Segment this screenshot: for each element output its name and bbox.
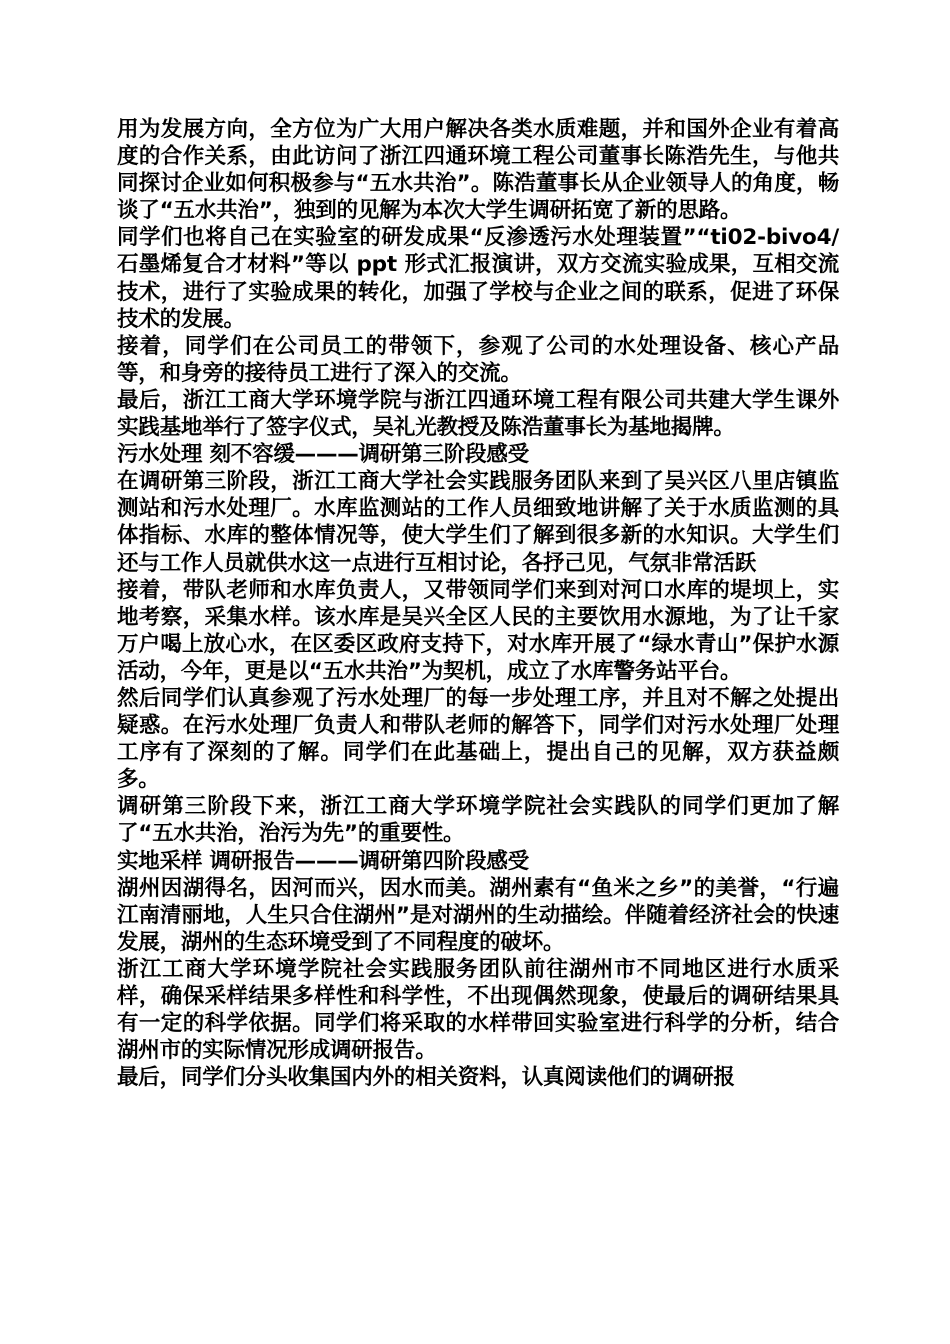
paragraph-11: 最后，同学们分头收集国内外的相关资料，认真阅读他们的调研报 [117,1065,735,1091]
paragraph-6: 接着，带队老师和水库负责人，又带领同学们来到对河口水库的堤坝上，实地考察，采集水样。该水库是吴兴全区人民的主要饮用水源地，为了让千家万户喝上放心水，在区委区政府支持下，对水库开展了“绿水青山”保护水源活动，今年，更是以“五水共治”为契机，成立了水库警务站平台。 [117,577,839,684]
paragraph-2: 同学们也将自己在实验室的研发成果“反渗透污水处理装置”“ti02-bivo4/石墨烯复合才材料”等以 ppt 形式汇报演讲，双方交流实验成果，互相交流技术，进行了实验成果的转化，加强了学校与企业之间的联系，促进了环保技术的发展。 [117,225,839,332]
paragraph-5: 在调研第三阶段，浙江工商大学社会实践服务团队来到了吴兴区八里店镇监测站和污水处理厂。水库监测站的工作人员细致地讲解了关于水质监测的具体指标、水库的整体情况等，使大学生们了解到很多新的水知识。大学生们还与工作人员就供水这一点进行互相讨论，各抒己见，气氛非常活跃 [117,469,839,576]
document-page [117,116,839,1091]
paragraph-1: 用为发展方向，全方位为广大用户解决各类水质难题，并和国外企业有着高度的合作关系，由此访问了浙江四通环境工程公司董事长陈浩先生，与他共同探讨企业如何积极参与“五水共治”。陈浩董事长从企业领导人的角度，畅谈了“五水共治”，独到的见解为本次大学生调研拓宽了新的思路。 [117,117,839,224]
paragraph-3: 接着，同学们在公司员工的带领下，参观了公司的水处理设备、核心产品等，和身旁的接待员工进行了深入的交流。 [117,333,839,386]
paragraph-8: 调研第三阶段下来，浙江工商大学环境学院社会实践队的同学们更加了解了“五水共治，治污为先”的重要性。 [117,794,839,847]
paragraph-10: 浙江工商大学环境学院社会实践服务团队前往湖州市不同地区进行水质采样，确保采样结果多样性和科学性，不出现偶然现象，使最后的调研结果具有一定的科学依据。同学们将采取的水样带回实验室进行科学的分析，结合湖州市的实际情况形成调研报告。 [117,956,839,1064]
section-heading-stage-4: 实地采样 调研报告———调研第四阶段感受 [117,848,529,874]
paragraph-4: 最后，浙江工商大学环境学院与浙江四通环境工程有限公司共建大学生课外实践基地举行了签字仪式，吴礼光教授及陈浩董事长为基地揭牌。 [117,387,839,441]
paragraph-7: 然后同学们认真参观了污水处理厂的每一步处理工序，并且对不解之处提出疑惑。在污水处理厂负责人和带队老师的解答下，同学们对污水处理厂处理工序有了深刻的了解。同学们在此基础上，提出自己的见解，双方获益颇多。 [117,685,839,793]
paragraph-9: 湖州因湖得名，因河而兴，因水而美。湖州素有“鱼米之乡”的美誉，“行遍江南清丽地，人生只合住湖州”是对湖州的生动描绘。伴随着经济社会的快速发展，湖州的生态环境受到了不同程度的破坏。 [117,875,839,955]
section-heading-stage-3: 污水处理 刻不容缓———调研第三阶段感受 [117,442,529,468]
